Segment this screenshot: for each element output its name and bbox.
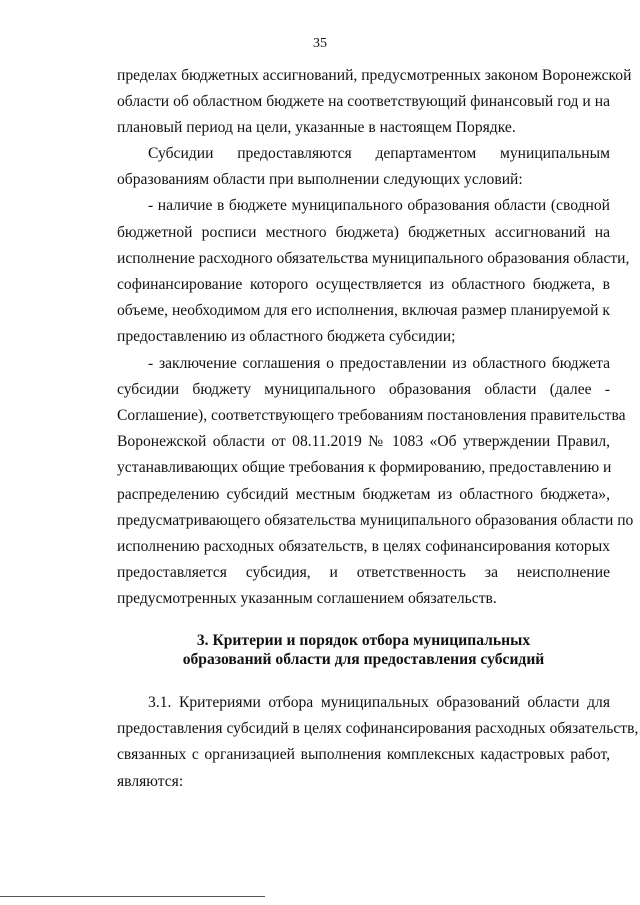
text-line: софинансирование которого осуществляется из областного бюджета, в	[117, 276, 610, 294]
text-line: распределению субсидий местным бюджетам из областного бюджета»,	[117, 485, 610, 503]
section-heading	[117, 631, 610, 669]
text-line: объеме, необходимом для его исполнения, включая размер планируемой к	[117, 302, 610, 320]
page-number: 35	[313, 36, 327, 51]
text-line: области об областном бюджете на соответствующий финансовый год и на	[117, 93, 610, 111]
text-line: устанавливающих общие требования к формированию, предоставлению и	[117, 459, 612, 477]
text-line: субсидии бюджету муниципального образования области (далее -	[117, 380, 610, 398]
text-line: бюджетной росписи местного бюджета) бюджетных ассигнований на	[117, 223, 610, 241]
text-line: исполнение расходного обязательства муниципального образования области,	[117, 249, 630, 267]
text-line: 3.1. Критериями отбора муниципальных образований области для	[148, 694, 610, 711]
section-heading-line-1: 3. Критерии и порядок отбора муниципальных	[196, 632, 531, 649]
body-text-top	[117, 63, 632, 142]
text-line: предоставления субсидий в целях софинансирования расходных обязательств,	[117, 720, 639, 738]
text-line: предусматривающего обязательства муниципального образования области по	[117, 511, 634, 529]
text-line: являются:	[117, 772, 184, 790]
body-text-criteria	[117, 690, 639, 795]
text-line: пределах бюджетных ассигнований, предусмотренных законом Воронежской	[117, 67, 632, 84]
text-line: - заключение соглашения о предоставлении из областного бюджета	[148, 354, 610, 372]
text-line: предоставлению из областного бюджета субсидии;	[117, 328, 456, 346]
text-line: предусмотренных указанным соглашением обязательств.	[117, 590, 497, 608]
footnote-separator-line	[0, 896, 265, 897]
text-line: плановый период на цели, указанные в настоящем Порядке.	[117, 119, 516, 137]
text-line: - наличие в бюджете муниципального образования области (сводной	[148, 197, 610, 215]
text-line: Соглашение), соответствующего требованиям постановления правительства	[117, 407, 626, 425]
section-heading-line-2: образований области для предоставления субсидий	[182, 651, 545, 668]
body-text-conditions	[117, 141, 634, 613]
text-line: Субсидии предоставляются департаментом муниципальным	[148, 145, 610, 162]
text-line: предоставляется субсидия, и ответственность за неисполнение	[117, 564, 610, 582]
text-line: Воронежской области от 08.11.2019 № 1083 «Об утверждении Правил,	[117, 433, 610, 451]
text-line: связанных с организацией выполнения комплексных кадастровых работ,	[117, 746, 610, 764]
text-line: образованиям области при выполнении следующих условий:	[117, 171, 523, 189]
text-line: исполнению расходных обязательств, в целях софинансирования которых	[117, 538, 610, 556]
